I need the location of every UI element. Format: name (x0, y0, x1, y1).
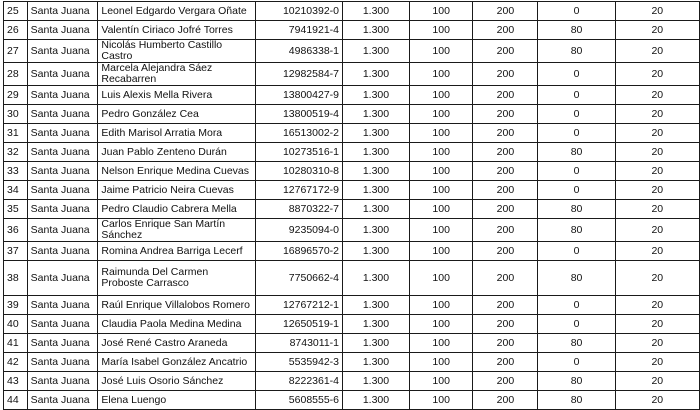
value-c-cell: 200 (473, 261, 538, 296)
table-row (4, 242, 700, 261)
value-b-cell: 100 (409, 353, 472, 372)
value-e-cell: 20 (615, 315, 699, 334)
rut-cell: 7750662-4 (256, 261, 343, 296)
row-number: 41 (4, 334, 28, 353)
table-row (4, 353, 700, 372)
comuna-cell: Santa Juana (27, 143, 98, 162)
amount-cell: 1.300 (343, 86, 410, 105)
value-b-cell: 100 (409, 334, 472, 353)
comuna-cell: Santa Juana (27, 219, 98, 242)
value-b-cell: 100 (409, 105, 472, 124)
value-c-cell: 200 (473, 21, 538, 40)
comuna-cell: Santa Juana (27, 21, 98, 40)
value-b-cell: 100 (409, 2, 472, 21)
value-b-cell: 100 (409, 21, 472, 40)
table-row (4, 86, 700, 105)
value-e-cell: 20 (615, 40, 699, 63)
row-number: 33 (4, 162, 28, 181)
value-d-cell: 0 (538, 315, 615, 334)
comuna-cell: Santa Juana (27, 353, 98, 372)
name-cell: Juan Pablo Zenteno Durán (98, 143, 256, 162)
value-d-cell: 0 (538, 353, 615, 372)
value-e-cell: 20 (615, 391, 699, 410)
value-e-cell: 20 (615, 296, 699, 315)
row-number: 29 (4, 86, 28, 105)
value-b-cell: 100 (409, 261, 472, 296)
table-row (4, 143, 700, 162)
value-e-cell: 20 (615, 181, 699, 200)
table-row (4, 105, 700, 124)
value-b-cell: 100 (409, 200, 472, 219)
value-c-cell: 200 (473, 181, 538, 200)
comuna-cell: Santa Juana (27, 391, 98, 410)
row-number: 42 (4, 353, 28, 372)
amount-cell: 1.300 (343, 261, 410, 296)
row-number: 31 (4, 124, 28, 143)
amount-cell: 1.300 (343, 63, 410, 86)
amount-cell: 1.300 (343, 181, 410, 200)
row-number: 27 (4, 40, 28, 63)
value-d-cell: 0 (538, 105, 615, 124)
table-row (4, 40, 700, 63)
table-row (4, 162, 700, 181)
amount-cell: 1.300 (343, 124, 410, 143)
value-b-cell: 100 (409, 86, 472, 105)
rut-cell: 10273516-1 (256, 143, 343, 162)
amount-cell: 1.300 (343, 296, 410, 315)
value-c-cell: 200 (473, 296, 538, 315)
comuna-cell: Santa Juana (27, 200, 98, 219)
table-row (4, 63, 700, 86)
rut-cell: 12767212-1 (256, 296, 343, 315)
amount-cell: 1.300 (343, 40, 410, 63)
row-number: 44 (4, 391, 28, 410)
value-c-cell: 200 (473, 63, 538, 86)
table-row (4, 219, 700, 242)
name-cell: Carlos Enrique San Martín Sánchez (98, 219, 256, 242)
table-row (4, 181, 700, 200)
value-e-cell: 20 (615, 261, 699, 296)
table-row (4, 261, 700, 296)
value-b-cell: 100 (409, 40, 472, 63)
value-c-cell: 200 (473, 391, 538, 410)
name-cell: Raimunda Del Carmen Proboste Carrasco (98, 261, 256, 296)
name-cell: Claudia Paola Medina Medina (98, 315, 256, 334)
row-number: 30 (4, 105, 28, 124)
table-row (4, 372, 700, 391)
table-row (4, 296, 700, 315)
table-row (4, 334, 700, 353)
value-e-cell: 20 (615, 2, 699, 21)
comuna-cell: Santa Juana (27, 63, 98, 86)
value-e-cell: 20 (615, 105, 699, 124)
value-c-cell: 200 (473, 219, 538, 242)
amount-cell: 1.300 (343, 200, 410, 219)
comuna-cell: Santa Juana (27, 315, 98, 334)
comuna-cell: Santa Juana (27, 40, 98, 63)
rut-cell: 9235094-0 (256, 219, 343, 242)
comuna-cell: Santa Juana (27, 296, 98, 315)
value-d-cell: 80 (538, 21, 615, 40)
table-row (4, 315, 700, 334)
amount-cell: 1.300 (343, 391, 410, 410)
value-d-cell: 0 (538, 2, 615, 21)
value-e-cell: 20 (615, 162, 699, 181)
comuna-cell: Santa Juana (27, 124, 98, 143)
comuna-cell: Santa Juana (27, 372, 98, 391)
value-b-cell: 100 (409, 296, 472, 315)
value-e-cell: 20 (615, 353, 699, 372)
value-b-cell: 100 (409, 315, 472, 334)
value-b-cell: 100 (409, 219, 472, 242)
value-c-cell: 200 (473, 162, 538, 181)
name-cell: Luis Alexis Mella Rivera (98, 86, 256, 105)
rut-cell: 8743011-1 (256, 334, 343, 353)
value-d-cell: 80 (538, 372, 615, 391)
name-cell: Marcela Alejandra Sáez Recabarren (98, 63, 256, 86)
value-b-cell: 100 (409, 63, 472, 86)
comuna-cell: Santa Juana (27, 261, 98, 296)
value-d-cell: 80 (538, 200, 615, 219)
row-number: 28 (4, 63, 28, 86)
name-cell: José Luis Osorio Sánchez (98, 372, 256, 391)
value-b-cell: 100 (409, 181, 472, 200)
rut-cell: 8870322-7 (256, 200, 343, 219)
table-row (4, 2, 700, 21)
amount-cell: 1.300 (343, 162, 410, 181)
row-number: 35 (4, 200, 28, 219)
value-d-cell: 80 (538, 143, 615, 162)
comuna-cell: Santa Juana (27, 181, 98, 200)
value-d-cell: 80 (538, 261, 615, 296)
value-b-cell: 100 (409, 143, 472, 162)
amount-cell: 1.300 (343, 334, 410, 353)
name-cell: Pedro González Cea (98, 105, 256, 124)
value-c-cell: 200 (473, 372, 538, 391)
row-number: 40 (4, 315, 28, 334)
value-e-cell: 20 (615, 219, 699, 242)
name-cell: Nicolás Humberto Castillo Castro (98, 40, 256, 63)
amount-cell: 1.300 (343, 105, 410, 124)
amount-cell: 1.300 (343, 315, 410, 334)
value-c-cell: 200 (473, 334, 538, 353)
value-c-cell: 200 (473, 315, 538, 334)
row-number: 36 (4, 219, 28, 242)
row-number: 39 (4, 296, 28, 315)
value-b-cell: 100 (409, 391, 472, 410)
value-d-cell: 0 (538, 124, 615, 143)
beneficiary-table (3, 1, 700, 410)
rut-cell: 13800519-4 (256, 105, 343, 124)
value-c-cell: 200 (473, 2, 538, 21)
comuna-cell: Santa Juana (27, 105, 98, 124)
comuna-cell: Santa Juana (27, 162, 98, 181)
rut-cell: 16896570-2 (256, 242, 343, 261)
rut-cell: 5535942-3 (256, 353, 343, 372)
value-d-cell: 0 (538, 181, 615, 200)
value-d-cell: 80 (538, 334, 615, 353)
value-e-cell: 20 (615, 372, 699, 391)
name-cell: Nelson Enrique Medina Cuevas (98, 162, 256, 181)
comuna-cell: Santa Juana (27, 242, 98, 261)
value-d-cell: 80 (538, 219, 615, 242)
amount-cell: 1.300 (343, 372, 410, 391)
rut-cell: 16513002-2 (256, 124, 343, 143)
value-c-cell: 200 (473, 143, 538, 162)
name-cell: José René Castro Araneda (98, 334, 256, 353)
amount-cell: 1.300 (343, 21, 410, 40)
value-d-cell: 80 (538, 40, 615, 63)
value-d-cell: 0 (538, 86, 615, 105)
name-cell: Pedro Claudio Cabrera Mella (98, 200, 256, 219)
name-cell: María Isabel González Ancatrio (98, 353, 256, 372)
value-c-cell: 200 (473, 124, 538, 143)
value-c-cell: 200 (473, 200, 538, 219)
value-e-cell: 20 (615, 200, 699, 219)
value-c-cell: 200 (473, 40, 538, 63)
amount-cell: 1.300 (343, 219, 410, 242)
name-cell: Edith Marisol Arratia Mora (98, 124, 256, 143)
name-cell: Raúl Enrique Villalobos Romero (98, 296, 256, 315)
value-c-cell: 200 (473, 242, 538, 261)
value-d-cell: 0 (538, 242, 615, 261)
rut-cell: 10280310-8 (256, 162, 343, 181)
table-row (4, 124, 700, 143)
value-b-cell: 100 (409, 162, 472, 181)
row-number: 34 (4, 181, 28, 200)
name-cell: Jaime Patricio Neira Cuevas (98, 181, 256, 200)
rut-cell: 13800427-9 (256, 86, 343, 105)
amount-cell: 1.300 (343, 143, 410, 162)
comuna-cell: Santa Juana (27, 86, 98, 105)
value-e-cell: 20 (615, 21, 699, 40)
value-e-cell: 20 (615, 334, 699, 353)
value-b-cell: 100 (409, 124, 472, 143)
row-number: 38 (4, 261, 28, 296)
rut-cell: 12650519-1 (256, 315, 343, 334)
table-row (4, 391, 700, 410)
table-row (4, 21, 700, 40)
row-number: 26 (4, 21, 28, 40)
value-b-cell: 100 (409, 372, 472, 391)
value-e-cell: 20 (615, 242, 699, 261)
name-cell: Elena Luengo (98, 391, 256, 410)
value-c-cell: 200 (473, 105, 538, 124)
row-number: 37 (4, 242, 28, 261)
value-e-cell: 20 (615, 143, 699, 162)
rut-cell: 12767172-9 (256, 181, 343, 200)
value-e-cell: 20 (615, 63, 699, 86)
amount-cell: 1.300 (343, 353, 410, 372)
value-d-cell: 0 (538, 63, 615, 86)
table-row (4, 200, 700, 219)
rut-cell: 4986338-1 (256, 40, 343, 63)
row-number: 43 (4, 372, 28, 391)
value-c-cell: 200 (473, 86, 538, 105)
value-d-cell: 0 (538, 162, 615, 181)
rut-cell: 7941921-4 (256, 21, 343, 40)
comuna-cell: Santa Juana (27, 2, 98, 21)
value-b-cell: 100 (409, 242, 472, 261)
value-c-cell: 200 (473, 353, 538, 372)
rut-cell: 5608555-6 (256, 391, 343, 410)
row-number: 25 (4, 2, 28, 21)
value-e-cell: 20 (615, 124, 699, 143)
value-e-cell: 20 (615, 86, 699, 105)
value-d-cell: 0 (538, 296, 615, 315)
name-cell: Leonel Edgardo Vergara Oñate (98, 2, 256, 21)
rut-cell: 12982584-7 (256, 63, 343, 86)
rut-cell: 10210392-0 (256, 2, 343, 21)
row-number: 32 (4, 143, 28, 162)
table-body (4, 2, 700, 410)
rut-cell: 8222361-4 (256, 372, 343, 391)
amount-cell: 1.300 (343, 2, 410, 21)
name-cell: Valentín Ciriaco Jofré Torres (98, 21, 256, 40)
comuna-cell: Santa Juana (27, 334, 98, 353)
name-cell: Romina Andrea Barriga Lecerf (98, 242, 256, 261)
amount-cell: 1.300 (343, 242, 410, 261)
value-d-cell: 80 (538, 391, 615, 410)
